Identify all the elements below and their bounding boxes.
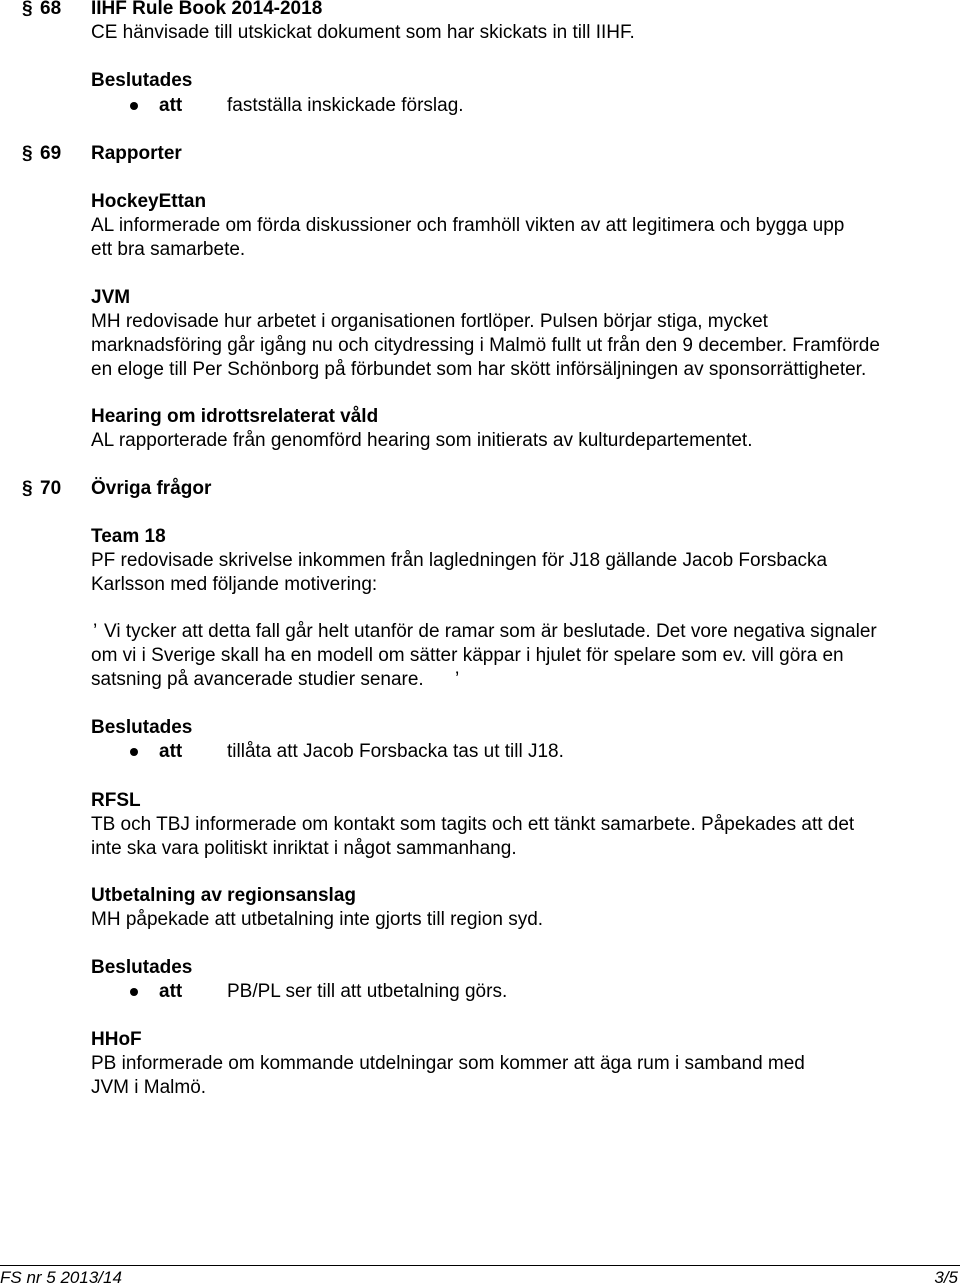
hhof-line-1: PB informerade om kommande utdelningar som kommer att äga rum i samband med [91,1053,805,1074]
rfsl-line-2: inte ska vara politiskt inriktat i något sammanhang. [91,838,517,859]
hhof-line-2: JVM i Malmö. [91,1077,207,1098]
quote-open-mark: ’ [93,621,98,642]
team18-heading: Team 18 [91,526,166,547]
team18-att: att [159,741,183,762]
rfsl-line-1: TB och TBJ informerade om kontakt som tagits och ett tänkt samarbete. Påpekades att det [91,814,855,835]
utbetalning-line-1: MH påpekade att utbetalning inte gjorts till region syd. [91,909,544,930]
team18-line-1: PF redovisade skrivelse inkommen från lagledningen för J18 gällande Jacob Forsbacka [91,550,828,571]
utbetalning-att: att [159,981,183,1002]
section-69-title: Rapporter [91,143,182,164]
bullet-dot [130,748,138,756]
jvm-line-3: en eloge till Per Schönborg på förbundet som har skött införsäljningen av sponsorrättigheter. [91,359,867,380]
bullet-dot [130,988,138,996]
hearing-line-1: AL rapporterade från genomförd hearing som initierats av kulturdepartementet. [91,430,753,451]
section-68-att: att [159,95,183,116]
team18-decided: Beslutades [91,717,193,738]
rfsl-heading: RFSL [91,790,141,811]
section-68-decision-text: fastställa inskickade förslag. [227,95,464,116]
section-68-decided: Beslutades [91,70,193,91]
footer-page-number: 3/5 [934,1268,958,1287]
hockeyettan-heading: HockeyEttan [91,191,207,212]
section-69-number: 69 [40,143,62,164]
team18-line-2: Karlsson med följande motivering: [91,574,378,595]
hockeyettan-line-2: ett bra samarbete. [91,239,246,260]
section-70-title: Övriga frågor [91,478,212,499]
jvm-line-1: MH redovisade hur arbetet i organisationen fortlöper. Pulsen börjar stiga, mycket [91,311,768,332]
jvm-heading: JVM [91,287,131,308]
quote-line-1: Vi tycker att detta fall går helt utanför de ramar som är beslutade. Det vore negativa signaler [104,621,877,642]
hockeyettan-line-1: AL informerade om förda diskussioner och framhöll vikten av att legitimera och bygga upp [91,215,845,236]
team18-decision-text: tillåta att Jacob Forsbacka tas ut till J18. [227,741,564,762]
jvm-line-2: marknadsföring går igång nu och citydressing i Malmö fullt ut från den 9 december. Framförde [91,335,880,356]
quote-line-3: satsning på avancerade studier senare. [91,669,424,690]
section-68-text: CE hänvisade till utskickat dokument som har skickats in till IIHF. [91,22,635,43]
section-68-sign: § [22,0,33,19]
footer-divider [0,1265,960,1266]
section-69-sign: § [22,143,33,164]
footer-document-id: FS nr 5 2013/14 [0,1268,122,1287]
bullet-dot [130,102,138,110]
section-70-sign: § [22,478,33,499]
quote-close-mark: ’ [455,669,460,690]
quote-line-2: om vi i Sverige skall ha en modell om sätter käppar i hjulet för spelare som ev. vill göra en [91,645,844,666]
section-68-title: IIHF Rule Book 2014-2018 [91,0,323,19]
hearing-heading: Hearing om idrottsrelaterat våld [91,406,379,427]
hhof-heading: HHoF [91,1029,142,1050]
section-70-number: 70 [40,478,62,499]
section-68-number: 68 [40,0,62,19]
utbetalning-decision-text: PB/PL ser till att utbetalning görs. [227,981,508,1002]
utbetalning-heading: Utbetalning av regionsanslag [91,885,356,906]
utbetalning-decided: Beslutades [91,957,193,978]
